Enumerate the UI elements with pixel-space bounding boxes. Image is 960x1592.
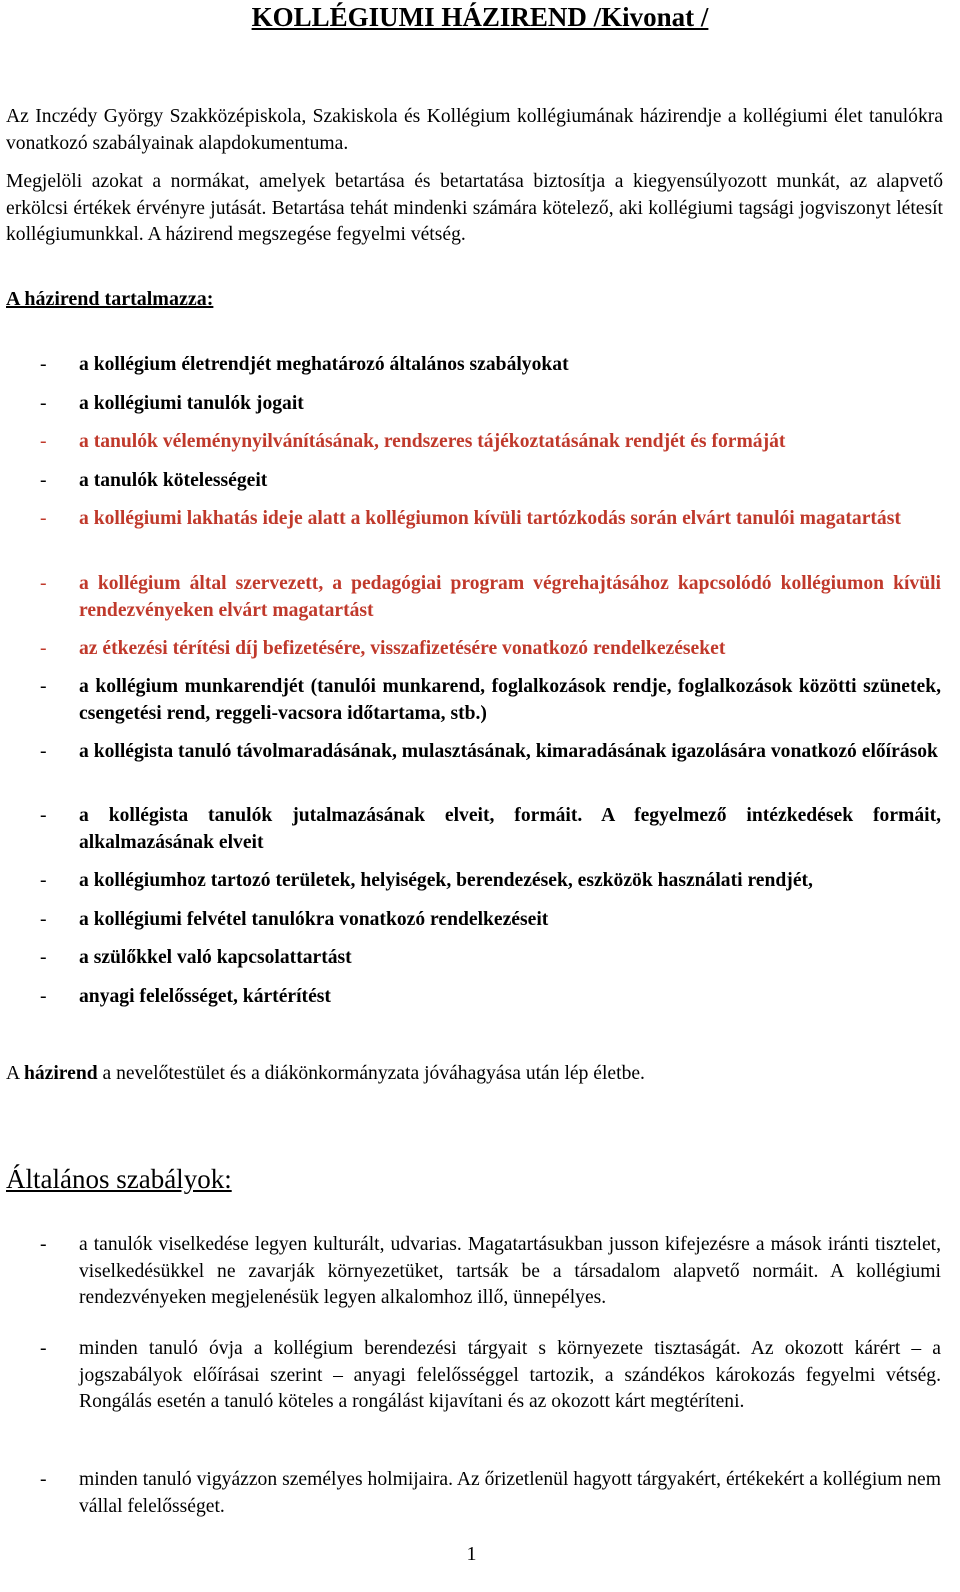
- dash-bullet: -: [40, 354, 47, 375]
- contents-item-text: anyagi felelősséget, kártérítést: [79, 986, 331, 1007]
- dash-bullet: -: [40, 638, 47, 659]
- intro-paragraph-1: Az Inczédy György Szakközépiskola, Szakiskola és Kollégium kollégiumának házirendje a kollégiumi élet tanulókra vonatkozó szabályainak alapdokumentuma.: [6, 106, 943, 154]
- dash-bullet: -: [40, 573, 47, 594]
- dash-bullet: -: [40, 909, 47, 930]
- dash-bullet: -: [40, 431, 47, 452]
- dash-bullet: -: [40, 470, 47, 491]
- contents-item-text: a kollégiumi tanulók jogait: [79, 393, 304, 414]
- contents-heading: A házirend tartalmazza:: [6, 288, 214, 310]
- contents-item-text: a tanulók kötelességeit: [79, 470, 268, 491]
- dash-bullet: -: [40, 676, 47, 697]
- contents-item-text: a szülőkkel való kapcsolattartást: [79, 947, 352, 968]
- closing-post: a nevelőtestület és a diákönkormányzata jóváhagyása után lép életbe.: [97, 1063, 645, 1084]
- contents-item-text: a kollégiumi felvétel tanulókra vonatkozó rendelkezéseit: [79, 909, 549, 930]
- rule-item-text: minden tanuló vigyázzon személyes holmijaira. Az őrizetlenül hagyott tárgyakért, értékekért a kollégium nem vállal felelősséget.: [79, 1469, 941, 1517]
- dash-bullet: -: [40, 947, 47, 968]
- contents-item-text: a kollégiumi lakhatás ideje alatt a kollégiumon kívüli tartózkodás során elvárt tanulói magatartást: [79, 508, 901, 529]
- dash-bullet: -: [40, 1469, 47, 1490]
- contents-item-text: a kollégium munkarendjét (tanulói munkarend, foglalkozások rendje, foglalkozások közötti szünetek, csengetési rend, reggeli-vacsora időtartama, stb.): [79, 676, 941, 724]
- dash-bullet: -: [40, 1234, 47, 1255]
- contents-item-text: a tanulók véleménynyilvánításának, rendszeres tájékoztatásának rendjét és formáját: [79, 431, 786, 452]
- closing-bold: házirend: [23, 1063, 98, 1084]
- intro-paragraph-2: Megjelöli azokat a normákat, amelyek betartása és betartatása biztosítja a kiegyensúlyozott munkát, az alapvető erkölcsi értékek érvényre jutását. Betartása tehát mindenki számára kötelező, aki kollégiumi tagsági jogviszonyt létesít kollégiumunkkal. A házirend megszegése fegyelmi vétség.: [6, 171, 943, 245]
- closing-pre: A: [6, 1063, 24, 1084]
- contents-item-text: a kollégiumhoz tartozó területek, helyiségek, berendezések, eszközök használati rendjét,: [79, 870, 813, 891]
- dash-bullet: -: [40, 741, 47, 762]
- contents-item-text: a kollégista tanuló távolmaradásának, mulasztásának, kimaradásának igazolására vonatkozó előírások: [79, 741, 938, 762]
- dash-bullet: -: [40, 508, 47, 529]
- contents-item-text: a kollégium által szervezett, a pedagógiai program végrehajtásához kapcsolódó kollégiumon kívüli rendezvényeken elvárt magatartást: [79, 573, 941, 621]
- page-number: 1: [466, 1543, 477, 1565]
- dash-bullet: -: [40, 870, 47, 891]
- general-rules-heading: Általános szabályok:: [6, 1164, 232, 1194]
- dash-bullet: -: [40, 393, 47, 414]
- closing-sentence: [6, 1061, 943, 1088]
- document-title: KOLLÉGIUMI HÁZIREND /Kivonat /: [251, 2, 709, 32]
- dash-bullet: -: [40, 805, 47, 826]
- contents-item-text: a kollégium életrendjét meghatározó általános szabályokat: [79, 354, 569, 375]
- rule-item-text: a tanulók viselkedése legyen kulturált, udvarias. Magatartásukban jusson kifejezésre a mások iránti tisztelet, viselkedésükkel ne zavarják környezetüket, tartsák be a társadalom alapvető normáit. A kollégiumi rendezvényeken megjelenésük legyen alkalomhoz illő, ünnepélyes.: [79, 1234, 941, 1308]
- dash-bullet: -: [40, 986, 47, 1007]
- rule-item-text: minden tanuló óvja a kollégium berendezési tárgyait s környezete tisztaságát. Az okozott kárért – a jogszabályok előírásai szerint – anyagi felelősséggel tartozik, a szándékos károkozás fegyelmi vétség. Rongálás esetén a tanuló köteles a rongálást kijavítani és az okozott kárt megtéríteni.: [79, 1338, 941, 1412]
- contents-item-text: az étkezési térítési díj befizetésére, visszafizetésére vonatkozó rendelkezéseket: [79, 638, 726, 659]
- contents-item-text: a kollégista tanulók jutalmazásának elveit, formáit. A fegyelmező intézkedések formáit, alkalmazásának elveit: [79, 805, 941, 853]
- dash-bullet: -: [40, 1338, 47, 1359]
